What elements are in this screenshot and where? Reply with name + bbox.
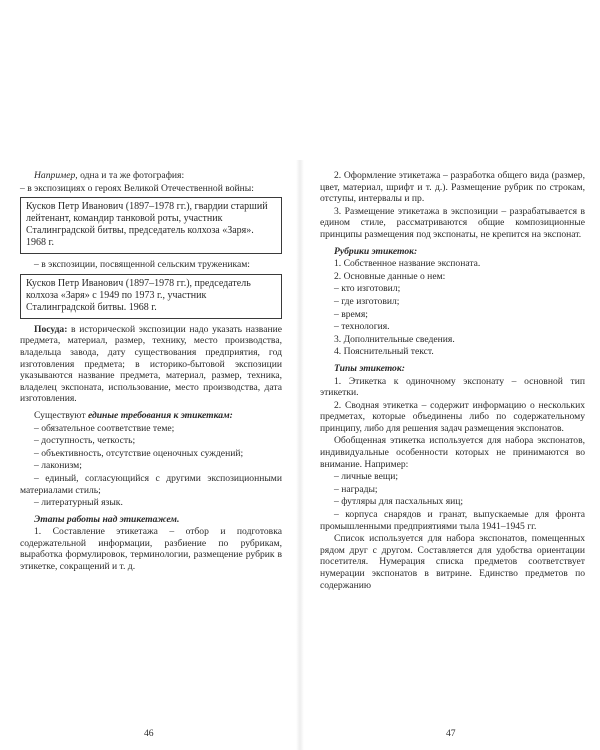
requirement-item: – литературный язык. [34, 497, 123, 509]
requirement-item: – доступность, четкость; [34, 435, 136, 447]
rubric-item: 1. Собственное название экспоната. [334, 258, 481, 270]
types-heading: Типы этикеток: [334, 362, 405, 374]
example-item: – футляры для пасхальных яиц; [334, 496, 464, 508]
intro-paragraph [20, 170, 282, 182]
requirement-item: – обязательное соответствие теме; [34, 422, 175, 434]
stage3-text: 3. Размещение этикетажа в экспозиции – разрабатывается в едином стиле, рассматриваются общие композиционные принципы размещения под экспонаты, не крепится на экспонат. [320, 205, 585, 240]
label-example-box-2: Кусков Петр Иванович (1897–1978 гг.), председатель колхоза «Заря» с 1949 по 1973 г., участник Сталинградской битвы. 1968 г. [20, 274, 282, 319]
stage2-text: 2. Оформление этикетажа – разработка общего вида (размер, цвет, материал, шрифт и т. д.). Размещение рубрик по строкам, отступы, интервалы и пр. [320, 170, 585, 205]
rubric-item: 4. Пояснительный текст. [334, 346, 434, 358]
book-gutter [296, 160, 304, 750]
rubric-item: – технология. [334, 321, 390, 333]
intro-rest: одна и та же фотография: [77, 170, 185, 181]
requirement-item: – лаконизм; [34, 460, 82, 472]
intro-italic: Например, [34, 170, 78, 181]
page-number-left: 46 [144, 728, 154, 739]
requirement-item: – единый, согласующийся с другими экспозиционными материалами стиль; [20, 472, 282, 496]
label-example-box-1: Кусков Петр Иванович (1897–1978 гг.), гвардии старший лейтенант, командир танковой роты, участник Сталинградской битвы, председатель колхоза «Заря». 1968 г. [20, 197, 282, 254]
posuda-paragraph [20, 324, 282, 405]
req-bold-italic: единые требования к этикеткам: [87, 409, 233, 421]
left-page [20, 170, 282, 574]
rubric-item: 2. Основные данные о нем: [334, 270, 446, 282]
posuda-bold: Посуда: [34, 323, 68, 335]
requirement-item: – объективность, отсутствие оценочных суждений; [34, 447, 244, 459]
rubrics-heading: Рубрики этикеток: [334, 245, 418, 257]
rubric-item: – время; [334, 308, 368, 320]
case2-text: – в экспозиции, посвященной сельским труженикам: [34, 259, 250, 271]
right-page [320, 170, 585, 592]
list-text: Список используется для набора экспонатов, помещенных рядом друг с другом. Составляется для удобства ориентации посетителя. Нумерация списка предметов соответствует нумерации экспонатов в витрине. Единство предметов по содержанию [320, 533, 585, 591]
type1-text: 1. Этикетка к одиночному экспонату – основной тип этикетки. [320, 375, 585, 399]
rubric-item: 3. Дополнительные сведения. [334, 333, 455, 345]
rubric-item: – где изготовил; [334, 295, 400, 307]
page-number-right: 47 [446, 728, 456, 739]
requirements-lead [20, 410, 282, 422]
req-lead: Существуют [34, 409, 88, 421]
type2-text: 2. Сводная этикетка – содержит информацию о нескольких предметах, которые объединены либо по содержательному принципу, либо для решения задач размещения экспонатов. [320, 399, 585, 434]
posuda-rest: в исторической экспозиции надо указать название предмета, материал, размер, технику, место производства, владельца завода, дату существования предприятия, год изготовления предмета; в историко-бытовой экспозиции указываются название предмета, материал, размер, техника, владелец экспоната, использование, место производства, дата изготовления. [20, 323, 282, 405]
stages-heading: Этапы работы над этикетажем. [34, 513, 180, 525]
stage1-text: 1. Составление этикетажа – отбор и подготовка содержательной информации, разбиение по рубрикам, выработка формулировок, терминологии, размещение рубрик в этикетке, сокращений и т. д. [20, 526, 282, 573]
example-item: – личные вещи; [334, 471, 399, 483]
case1-text: – в экспозициях о героях Великой Отечественной войны: [20, 182, 254, 194]
example-item: – награды; [334, 483, 378, 495]
example-item: – корпуса снарядов и гранат, выпускаемые для фронта промышленными предприятиями тыла 1941–1945 гг. [320, 509, 585, 532]
generalized-text: Обобщенная этикетка используется для набора экспонатов, индивидуальные особенности которых не принимаются во внимание. Например: [320, 435, 585, 470]
rubric-item: – кто изготовил; [334, 283, 401, 295]
